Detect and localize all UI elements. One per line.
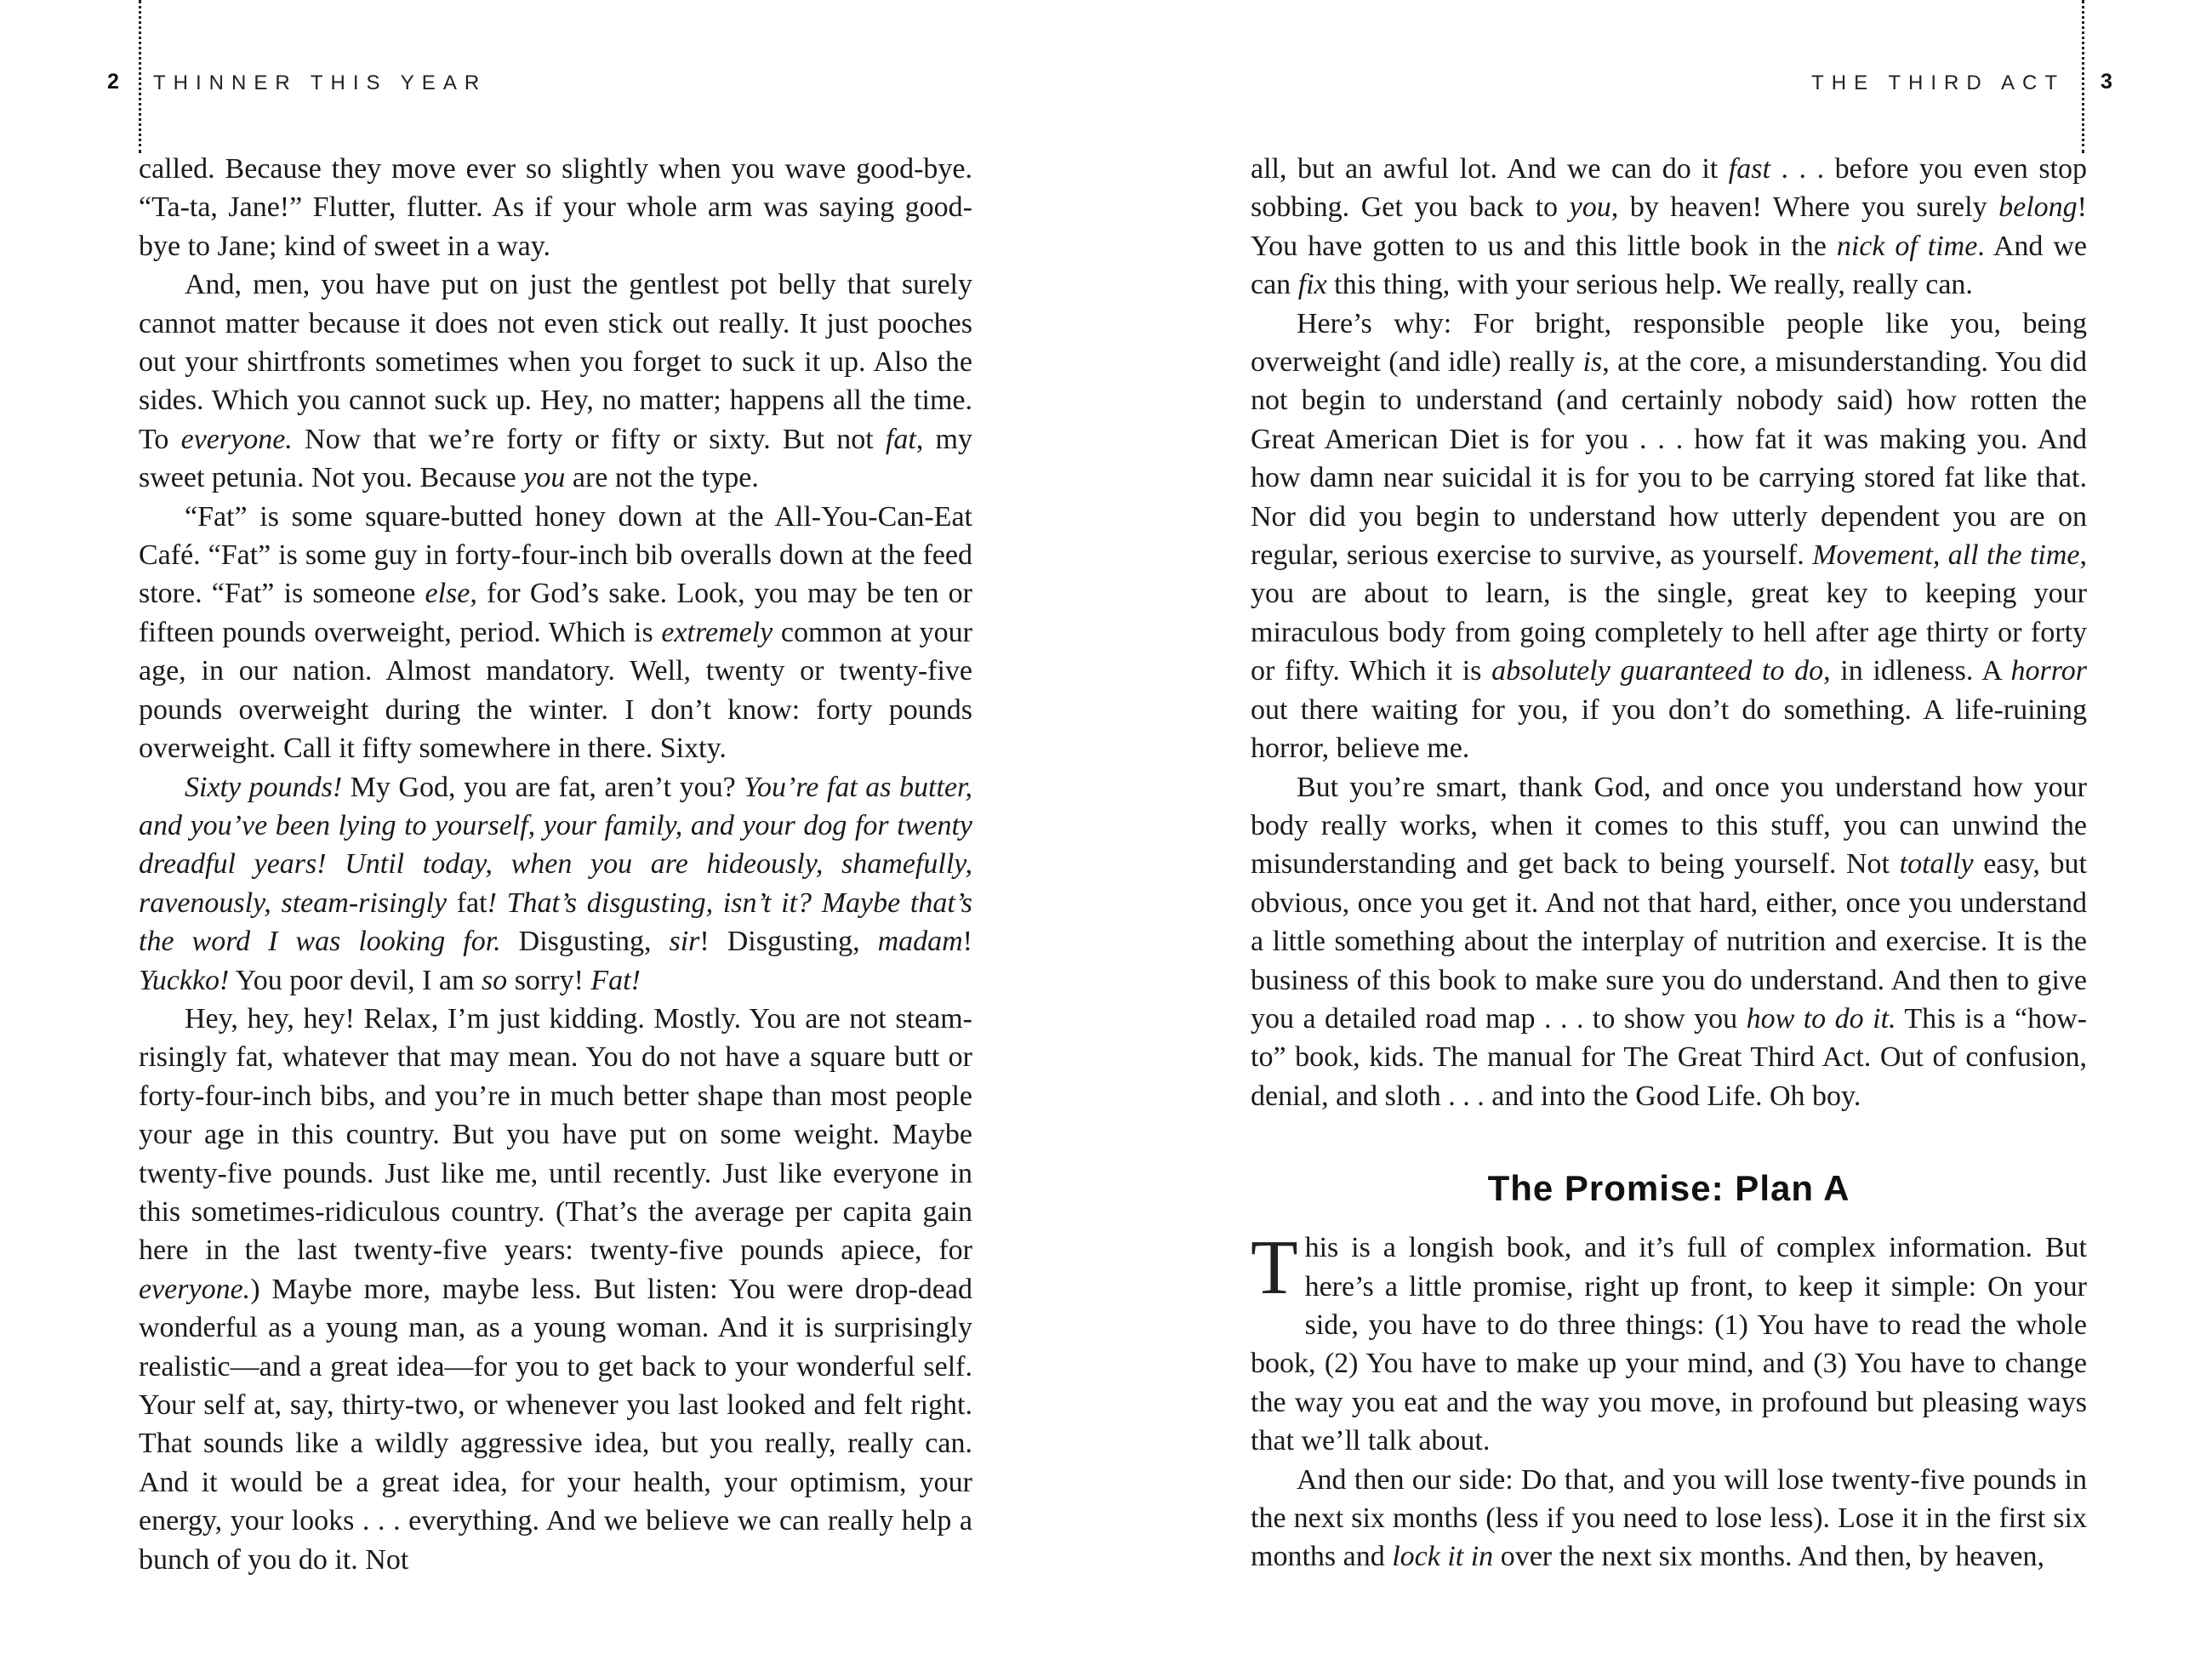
text-run: over the next six months. And then, by heaven, (1493, 1541, 2044, 1573)
text-run: ! Disgusting, (699, 926, 878, 958)
italic-text: extremely (661, 616, 773, 648)
paragraph (139, 498, 972, 768)
italic-text: is (1582, 346, 1603, 379)
running-head: THINNER THIS YEAR (153, 71, 487, 94)
italic-text: you (523, 462, 566, 494)
italic-text: lock it in (1392, 1541, 1494, 1573)
text-run: ) Maybe more, maybe less. But listen: You were drop-dead wonderful as a young man, as a young woman. And it is surprisingly realistic—and a great idea—for you to get back to your wonderful self. Your self at, say, thirty-two, or whenever you last looked and felt right. That sounds like a wildly aggressive idea, but you really, really can. And it would be a great idea, for your health, your optimism, your energy, your looks . . . everything. And we believe we can really help a bunch of you do it. Not (139, 1273, 972, 1576)
text-run: Disgusting, (500, 926, 670, 958)
text-run: all, but an awful lot. And we can do it (1251, 153, 1729, 185)
italic-text: you, (1569, 191, 1619, 224)
text-run: , you are about to learn, is the single, great key to keeping your miraculous body from going completely to hell after age thirty or forty or fifty. Which it is (1251, 539, 2087, 687)
text-run: , at the core, a misunderstanding. You did not begin to understand (and certainly nobody said) how rotten the Great American Diet is for you . . . how fat it was making you. And how damn near suicidal it is for you to be carrying stored fat like that. Nor did you begin to understand how utterly dependent you are on regular, serious exercise to survive, as yourself. (1251, 346, 2087, 572)
text-run: are not the type. (565, 462, 759, 494)
italic-text: so (481, 964, 508, 996)
text-run: called. Because they move ever so slightly when you wave good-bye. “Ta-ta, Jane!” Flutter, flutter. As if your whole arm was saying good-bye to Jane; kind of sweet in a way. (139, 153, 972, 262)
italic-text: fix (1297, 269, 1327, 301)
text-run: easy, but obvious, once you get it. And not that hard, either, once you understand a little something about the interplay of nutrition and exercise. It is the business of this book to make sure you do understand. And then to give you a detailed road map . . . to show you (1251, 848, 2087, 1035)
text-run: “Fat” is some square-butted honey down at the All-You-Can-Eat Café. “Fat” is some guy in forty-four-inch bib overalls down at the feed store. “Fat” is someone (139, 500, 972, 610)
italic-text: Fat! (590, 964, 641, 996)
text-run: And, men, you have put on just the gentlest pot belly that surely cannot matter because it does not even stick out really. It just pooches out your shirtfronts sometimes when you forget to suck it up. Also the sides. Which you cannot suck up. Hey, no matter; happens all the time. To (139, 269, 972, 455)
italic-text: nick of time (1836, 230, 1978, 262)
italic-text: everyone. (139, 1273, 251, 1305)
italic-text: Sixty pounds! (185, 771, 343, 803)
italic-text: ! That’s disgusting, isn’t it? Maybe that’s the word I was looking for. (139, 887, 972, 958)
text-run: But you’re smart, thank God, and once you understand how your body really works, when it comes to this stuff, you can unwind the misunderstanding and get back to being yourself. Not (1251, 771, 2087, 881)
paragraph (1251, 305, 2087, 768)
body-text (139, 150, 972, 1579)
section-heading: The Promise: Plan A (1487, 1168, 1850, 1209)
paragraph (1251, 1461, 2087, 1576)
italic-text: madam (877, 926, 963, 958)
italic-text: horror (2010, 655, 2087, 687)
paragraph (139, 265, 972, 497)
text-run: Here’s why: For bright, responsible people like you, being overweight (and idle) really (1251, 307, 2087, 379)
text-run: , my sweet petunia. Not you. Because (139, 423, 972, 494)
text-run: fat (447, 887, 487, 919)
text-run: sorry! (507, 964, 591, 996)
paragraph (139, 768, 972, 1000)
right-page (1106, 0, 2212, 1659)
page-number: 2 (107, 70, 119, 94)
text-run: , in idleness. A (1823, 655, 2011, 687)
paragraph-text (1251, 1224, 2087, 1457)
italic-text: sir (669, 926, 700, 958)
page-number: 3 (2101, 70, 2112, 94)
italic-text: belong (1998, 191, 2078, 224)
paragraph-with-drop-cap (1251, 1224, 2087, 1460)
italic-text: how to do it. (1746, 1002, 1896, 1035)
paragraph (139, 150, 972, 265)
text-run: ! You have gotten to us and this little book in the (1251, 191, 2087, 262)
paragraph (1251, 768, 2087, 1116)
text-run: common at your age, in our nation. Almost mandatory. Well, twenty or twenty-five pounds overweight during the winter. I don’t know: forty pounds overweight. Call it fifty somewhere in there. Sixty. (139, 616, 973, 765)
paragraph (139, 1000, 972, 1579)
italic-text: absolutely guaranteed to do (1491, 655, 1824, 687)
gutter-dotted-rule (139, 0, 141, 153)
gutter-dotted-rule (2082, 0, 2084, 153)
running-head: THE THIRD ACT (1811, 71, 2065, 94)
text-run: by heaven! Where you surely (1618, 191, 1999, 224)
text-run: My God, you are fat, aren’t you? (342, 771, 744, 803)
text-run: ! (962, 926, 972, 958)
italic-text: You’re fat as butter, and you’ve been lying to yourself, your family, and your dog for twenty dreadful years! Until today, when you are hideously, shamefully, ravenously, steam-risingly (139, 771, 972, 919)
text-run: You poor devil, I am (229, 964, 482, 996)
text-run: And then our side: Do that, and you will lose twenty-five pounds in the next six months (less if you need to lose less). Lose it in the first six months and (1251, 1463, 2087, 1573)
italic-text: fat (885, 423, 916, 455)
italic-text: else, (425, 578, 477, 610)
text-run: . . . before you even stop sobbing. Get you back to (1251, 153, 2087, 224)
italic-text: fast (1728, 153, 1770, 185)
paragraph (1251, 150, 2087, 305)
text-run: Now that we’re forty or fifty or sixty. But not (292, 423, 886, 455)
text-run: out there waiting for you, if you don’t do something. A life-ruining horror, believe me. (1251, 693, 2087, 765)
text-run: . And we can (1251, 230, 2087, 301)
italic-text: Yuckko! (139, 964, 230, 996)
text-run: This is a “how-to” book, kids. The manual for The Great Third Act. Out of confusion, denial, and sloth . . . and into the Good Life. Oh boy. (1251, 1002, 2087, 1112)
italic-text: totally (1899, 848, 1974, 881)
text-run: his is a longish book, and it’s full of complex information. But here’s a little promise, right up front, to keep it simple: On your side, you have to do three things: (1) You have to read the whole book, (2) You have to make up your mind, and (3) You have to change the way you eat and the way you move, in profound but pleasing ways that we’ll talk about. (1251, 1232, 2087, 1457)
text-run: Hey, hey, hey! Relax, I’m just kidding. Mostly. You are not steam-risingly fat, whatever that may mean. You do not have a square butt or forty-four-inch bibs, and you’re in much better shape than most people your age in this country. But you have put on some weight. Maybe twenty-five pounds. Just like me, until recently. Just like everyone in this sometimes-ridiculous country. (That’s the average per capita gain here in the last twenty-five years: twenty-five pounds apiece, for (139, 1002, 972, 1267)
text-run: for God’s sake. Look, you may be ten or fifteen pounds overweight, period. Which is (139, 578, 973, 648)
drop-cap: T (1251, 1224, 1298, 1311)
text-run: this thing, with your serious help. We really, really can. (1326, 269, 1973, 301)
italic-text: Movement, all the time (1812, 539, 2080, 572)
body-text (1251, 150, 2087, 1576)
italic-text: everyone. (180, 423, 293, 455)
